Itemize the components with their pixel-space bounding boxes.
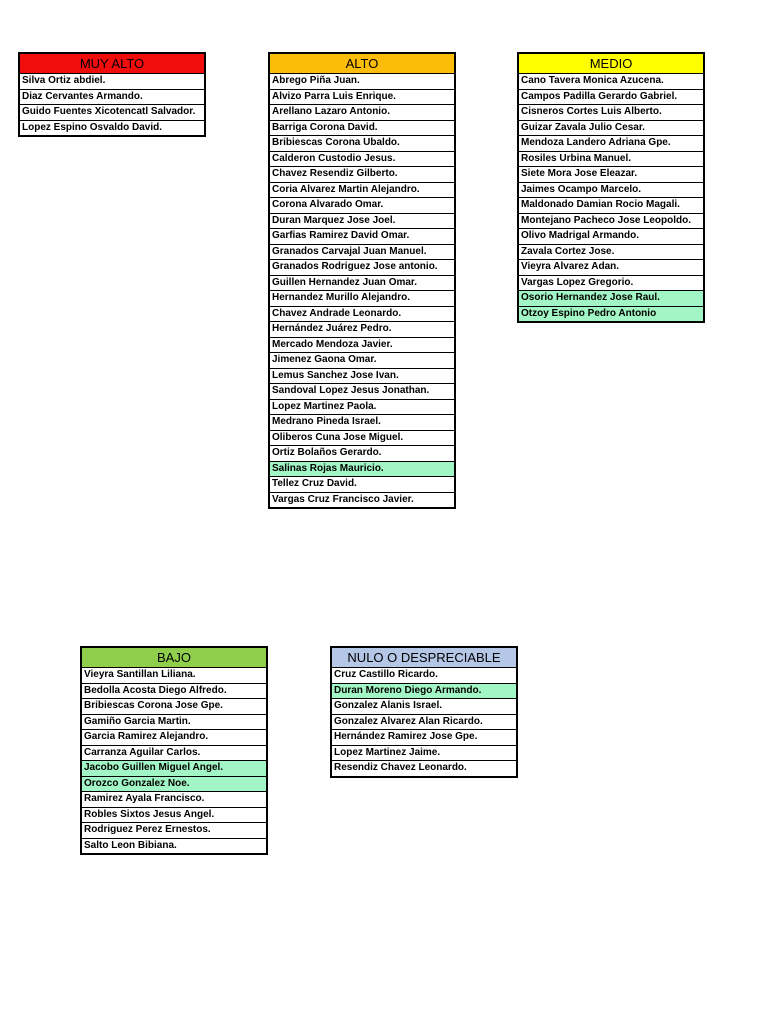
name-cell[interactable]: Medrano Pineda Israel.: [269, 415, 455, 431]
name-cell[interactable]: Montejano Pacheco Jose Leopoldo.: [518, 213, 704, 229]
name-cell[interactable]: Salinas Rojas Mauricio.: [269, 461, 455, 477]
name-cell[interactable]: Abrego Piña Juan.: [269, 74, 455, 90]
table-row: [269, 198, 455, 214]
name-cell[interactable]: Hernández Ramirez Jose Gpe.: [331, 730, 517, 746]
name-cell[interactable]: Garfias Ramirez David Omar.: [269, 229, 455, 245]
name-cell[interactable]: Guillen Hernandez Juan Omar.: [269, 275, 455, 291]
name-cell[interactable]: Osorio Hernandez Jose Raul.: [518, 291, 704, 307]
table-row: [269, 89, 455, 105]
name-cell[interactable]: Campos Padilla Gerardo Gabriel.: [518, 89, 704, 105]
table-row: [19, 120, 205, 136]
name-cell[interactable]: Jimenez Gaona Omar.: [269, 353, 455, 369]
table-row: [81, 838, 267, 854]
table-row: [269, 322, 455, 338]
name-cell[interactable]: Garcia Ramirez Alejandro.: [81, 730, 267, 746]
name-cell[interactable]: Olivo Madrigal Armando.: [518, 229, 704, 245]
name-cell[interactable]: Lopez Martinez Paola.: [269, 399, 455, 415]
table-row: [269, 213, 455, 229]
name-cell[interactable]: Granados Rodriguez Jose antonio.: [269, 260, 455, 276]
table-row: [269, 368, 455, 384]
name-cell[interactable]: Salto Leon Bibiana.: [81, 838, 267, 854]
name-cell[interactable]: Tellez Cruz David.: [269, 477, 455, 493]
name-cell[interactable]: Calderon Custodio Jesus.: [269, 151, 455, 167]
table-row: [81, 714, 267, 730]
name-cell[interactable]: Siete Mora Jose Eleazar.: [518, 167, 704, 183]
table-row: [81, 761, 267, 777]
name-cell[interactable]: Hernández Juárez Pedro.: [269, 322, 455, 338]
name-cell[interactable]: Duran Moreno Diego Armando.: [331, 683, 517, 699]
table-row: [518, 244, 704, 260]
bajo-table: [80, 646, 268, 855]
table-row: [269, 291, 455, 307]
name-cell[interactable]: Resendiz Chavez Leonardo.: [331, 761, 517, 777]
table-row: [269, 446, 455, 462]
table-row: [81, 745, 267, 761]
name-cell[interactable]: Carranza Aguilar Carlos.: [81, 745, 267, 761]
name-cell[interactable]: Arellano Lazaro Antonio.: [269, 105, 455, 121]
name-cell[interactable]: Chavez Andrade Leonardo.: [269, 306, 455, 322]
table-row: [518, 151, 704, 167]
name-cell[interactable]: Sandoval Lopez Jesus Jonathan.: [269, 384, 455, 400]
name-cell[interactable]: Gonzalez Alanis Israel.: [331, 699, 517, 715]
name-cell[interactable]: Rosiles Urbina Manuel.: [518, 151, 704, 167]
table-row: [269, 136, 455, 152]
table-row: [81, 683, 267, 699]
name-cell[interactable]: Jaimes Ocampo Marcelo.: [518, 182, 704, 198]
table-row: [331, 699, 517, 715]
table-row: [269, 477, 455, 493]
table-row: [19, 105, 205, 121]
table-row: [269, 260, 455, 276]
name-cell[interactable]: Otzoy Espino Pedro Antonio: [518, 306, 704, 322]
table-row: [269, 461, 455, 477]
table-row: [269, 306, 455, 322]
name-cell[interactable]: Ramirez Ayala Francisco.: [81, 792, 267, 808]
table-row: [518, 306, 704, 322]
name-cell[interactable]: Coria Alvarez Martin Alejandro.: [269, 182, 455, 198]
name-cell[interactable]: Zavala Cortez Jose.: [518, 244, 704, 260]
table-row: [19, 89, 205, 105]
name-cell[interactable]: Robles Sixtos Jesus Angel.: [81, 807, 267, 823]
table-row: [331, 730, 517, 746]
name-cell[interactable]: Cruz Castillo Ricardo.: [331, 668, 517, 684]
name-cell[interactable]: Gamiño Garcia Martin.: [81, 714, 267, 730]
table-row: [518, 198, 704, 214]
name-cell[interactable]: Bribiescas Corona Ubaldo.: [269, 136, 455, 152]
table-row: [269, 337, 455, 353]
table-row: [81, 807, 267, 823]
name-cell[interactable]: Diaz Cervantes Armando.: [19, 89, 205, 105]
table-row: [81, 792, 267, 808]
category-header[interactable]: ALTO: [269, 53, 455, 74]
table-row: [518, 275, 704, 291]
table-row: [269, 430, 455, 446]
medio-table: [517, 52, 705, 323]
table-row: [331, 683, 517, 699]
name-cell[interactable]: Cisneros Cortes Luis Alberto.: [518, 105, 704, 121]
name-cell[interactable]: Orozco Gonzalez Noe.: [81, 776, 267, 792]
name-cell[interactable]: Barriga Corona David.: [269, 120, 455, 136]
table-row: [518, 167, 704, 183]
name-cell[interactable]: Guido Fuentes Xicotencatl Salvador.: [19, 105, 205, 121]
name-cell[interactable]: Vargas Lopez Gregorio.: [518, 275, 704, 291]
table-row: [269, 399, 455, 415]
name-cell[interactable]: Bribiescas Corona Jose Gpe.: [81, 699, 267, 715]
table-row: [269, 353, 455, 369]
category-header[interactable]: MEDIO: [518, 53, 704, 74]
name-cell[interactable]: Cano Tavera Monica Azucena.: [518, 74, 704, 90]
table-row: [331, 745, 517, 761]
table-row: [269, 167, 455, 183]
name-cell[interactable]: Vargas Cruz Francisco Javier.: [269, 492, 455, 508]
name-cell[interactable]: Mercado Mendoza Javier.: [269, 337, 455, 353]
table-row: [19, 74, 205, 90]
table-row: [269, 151, 455, 167]
name-cell[interactable]: Hernandez Murillo Alejandro.: [269, 291, 455, 307]
muy-alto-table: [18, 52, 206, 137]
table-row: [269, 384, 455, 400]
table-row: [269, 275, 455, 291]
table-row: [269, 120, 455, 136]
name-cell[interactable]: Duran Marquez Jose Joel.: [269, 213, 455, 229]
name-cell[interactable]: Maldonado Damian Rocio Magali.: [518, 198, 704, 214]
table-row: [518, 213, 704, 229]
name-cell[interactable]: Ortiz Bolaños Gerardo.: [269, 446, 455, 462]
category-header[interactable]: NULO O DESPRECIABLE: [331, 647, 517, 668]
table-row: [518, 105, 704, 121]
table-row: [518, 120, 704, 136]
name-cell[interactable]: Rodriguez Perez Ernestos.: [81, 823, 267, 839]
name-cell[interactable]: Alvizo Parra Luis Enrique.: [269, 89, 455, 105]
table-row: [518, 182, 704, 198]
table-row: [269, 492, 455, 508]
name-cell[interactable]: Guizar Zavala Julio Cesar.: [518, 120, 704, 136]
name-cell[interactable]: Lopez Martinez Jaime.: [331, 745, 517, 761]
table-row: [331, 714, 517, 730]
table-row: [269, 244, 455, 260]
table-row: [269, 229, 455, 245]
table-row: [81, 668, 267, 684]
name-cell[interactable]: Jacobo Guillen Miguel Angel.: [81, 761, 267, 777]
table-row: [81, 699, 267, 715]
table-row: [518, 229, 704, 245]
table-row: [81, 823, 267, 839]
table-row: [518, 136, 704, 152]
alto-table: [268, 52, 456, 509]
name-cell[interactable]: Lopez Espino Osvaldo David.: [19, 120, 205, 136]
name-cell[interactable]: Chavez Resendiz Gilberto.: [269, 167, 455, 183]
table-row: [81, 730, 267, 746]
table-row: [518, 74, 704, 90]
table-row: [269, 74, 455, 90]
table-row: [269, 415, 455, 431]
table-row: [81, 776, 267, 792]
table-row: [331, 761, 517, 777]
name-cell[interactable]: Vieyra Santillan Liliana.: [81, 668, 267, 684]
name-cell[interactable]: Gonzalez Alvarez Alan Ricardo.: [331, 714, 517, 730]
name-cell[interactable]: Bedolla Acosta Diego Alfredo.: [81, 683, 267, 699]
table-row: [331, 668, 517, 684]
table-row: [269, 182, 455, 198]
category-header[interactable]: MUY ALTO: [19, 53, 205, 74]
name-cell[interactable]: Granados Carvajal Juan Manuel.: [269, 244, 455, 260]
table-row: [518, 89, 704, 105]
nulo-table: [330, 646, 518, 778]
name-cell[interactable]: Lemus Sanchez Jose Ivan.: [269, 368, 455, 384]
table-row: [518, 260, 704, 276]
name-cell[interactable]: Vieyra Alvarez Adan.: [518, 260, 704, 276]
table-row: [269, 105, 455, 121]
name-cell[interactable]: Corona Alvarado Omar.: [269, 198, 455, 214]
name-cell[interactable]: Oliberos Cuna Jose Miguel.: [269, 430, 455, 446]
category-header[interactable]: BAJO: [81, 647, 267, 668]
table-row: [518, 291, 704, 307]
name-cell[interactable]: Silva Ortiz abdiel.: [19, 74, 205, 90]
name-cell[interactable]: Mendoza Landero Adriana Gpe.: [518, 136, 704, 152]
